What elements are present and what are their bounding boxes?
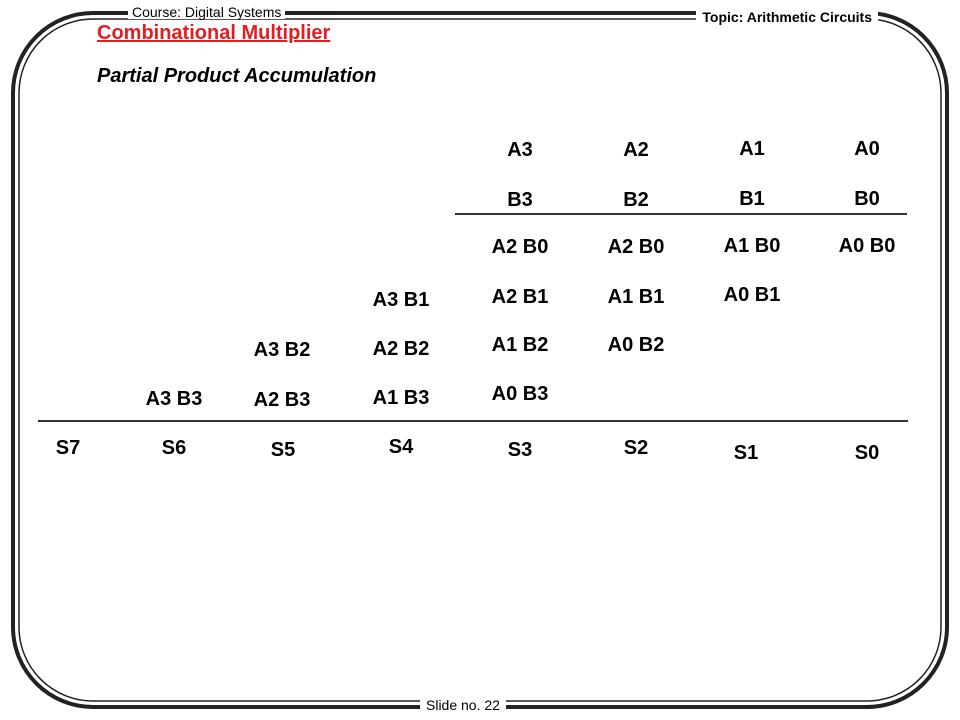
pp-s3-0: A2 B0	[491, 236, 549, 258]
pp-s2-1: A1 B1	[607, 286, 665, 308]
sum-divider	[38, 420, 908, 422]
operand-b0: B0	[854, 188, 880, 210]
sum-s7: S7	[55, 437, 81, 459]
operand-a2: A2	[623, 139, 649, 161]
pp-s0-0: A0 B0	[838, 235, 896, 257]
operand-b3: B3	[507, 189, 533, 211]
sum-s5: S5	[270, 439, 296, 461]
pp-s5-0: A3 B2	[253, 339, 311, 361]
operand-a1: A1	[739, 138, 765, 160]
slide-subtitle: Partial Product Accumulation	[97, 65, 377, 87]
topic-label: Topic: Arithmetic Circuits	[696, 10, 878, 24]
pp-s4-2: A1 B3	[372, 387, 430, 409]
operand-a0: A0	[854, 138, 880, 160]
operand-b2: B2	[623, 189, 649, 211]
pp-s4-0: A3 B1	[372, 289, 430, 311]
pp-s3-1: A2 B1	[491, 286, 549, 308]
sum-s1: S1	[733, 442, 759, 464]
pp-s3-3: A0 B3	[491, 383, 549, 405]
pp-s5-1: A2 B3	[253, 389, 311, 411]
sum-s6: S6	[161, 437, 187, 459]
sum-s4: S4	[388, 436, 414, 458]
pp-s4-1: A2 B2	[372, 338, 430, 360]
course-label: Course: Digital Systems	[128, 5, 285, 19]
pp-s6-0: A3 B3	[145, 388, 203, 410]
sum-s2: S2	[623, 437, 649, 459]
pp-s2-0: A2 B0	[607, 236, 665, 258]
pp-s1-1: A0 B1	[723, 284, 781, 306]
operand-b1: B1	[739, 188, 765, 210]
sum-s0: S0	[854, 442, 880, 464]
pp-s2-2: A0 B2	[607, 334, 665, 356]
operand-a3: A3	[507, 139, 533, 161]
slide-title: Combinational Multiplier	[97, 22, 331, 44]
sum-s3: S3	[507, 439, 533, 461]
pp-s3-2: A1 B2	[491, 334, 549, 356]
operand-divider	[455, 213, 907, 215]
slide-number: Slide no. 22	[420, 698, 506, 712]
pp-s1-0: A1 B0	[723, 235, 781, 257]
